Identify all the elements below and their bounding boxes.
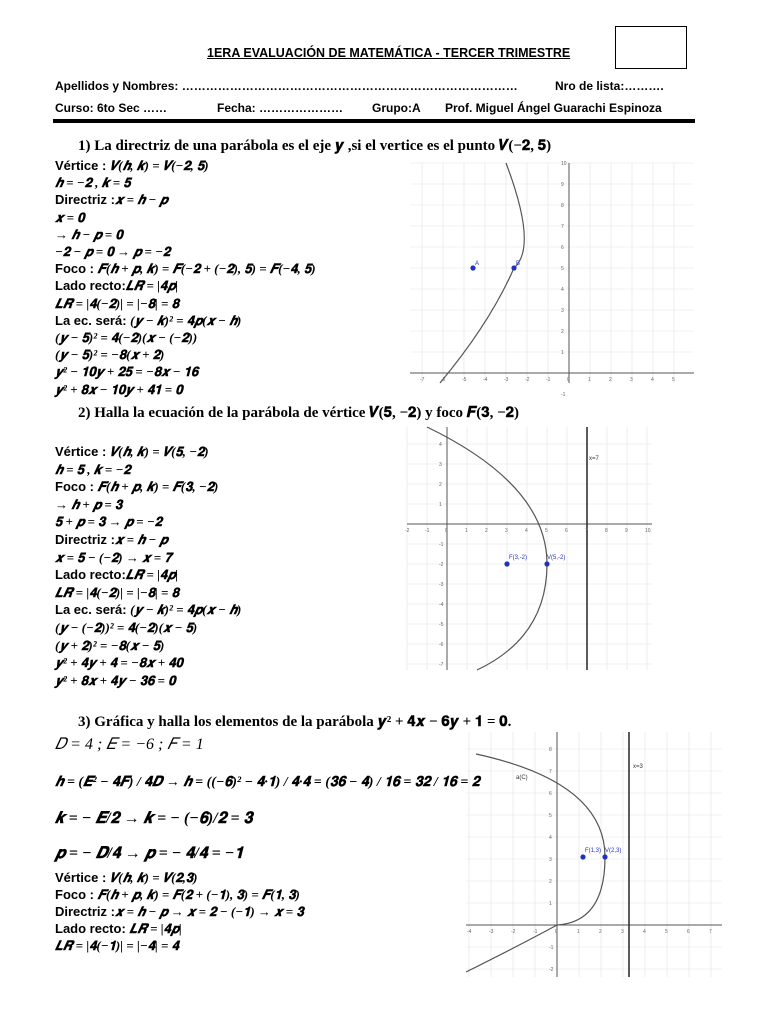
p2-line-math: 𝒉 = 𝟓 , 𝒌 = −𝟐 (55, 461, 131, 477)
p1-line-label: La ec. será: (55, 312, 131, 328)
x-tick-label: -6 (441, 377, 446, 383)
p1-line-math: 𝑽(𝒉, 𝒌) = 𝑽(−𝟐, 𝟓) (109, 158, 209, 173)
problem2-statement: 2) Halla la ecuación de la parábola de vértice 𝑽(𝟓, −𝟐) y foco 𝑭(𝟑, −𝟐) (78, 405, 519, 421)
y-tick-label: 9 (561, 182, 564, 188)
x-tick-label: -3 (504, 377, 509, 383)
p2-line (55, 550, 172, 566)
x-tick-label: 2 (609, 377, 612, 383)
problem3-graph (466, 732, 722, 977)
y-tick-label: 4 (549, 835, 552, 841)
g1-parabola (440, 163, 524, 383)
y-tick-label: 7 (549, 769, 552, 775)
p1-line-label: Foco : (55, 261, 98, 277)
p2-line (55, 620, 197, 636)
x-tick-label: 0 (445, 528, 448, 534)
p1-line-math: 𝒙 = 𝒉 − 𝒑 (114, 192, 168, 208)
x-tick-label: 7 (709, 929, 712, 935)
y-tick-label: -2 (549, 967, 554, 973)
g3-vertex-label: V(2,3) (605, 848, 622, 854)
p2-line-math: 𝒙 = 𝟓 − (−𝟐) → 𝒙 = 𝟕 (55, 549, 172, 565)
p1-line-math: −𝟐 − 𝒑 = 𝟎 → 𝒑 = −𝟐 (55, 244, 171, 259)
p1-line-label: Directriz : (55, 192, 115, 208)
p2-line (55, 514, 162, 530)
p2-line-math: 𝑳𝑹 = |𝟒𝒑| (125, 567, 179, 583)
p3-line-label: Vértice : (55, 870, 110, 885)
y-tick-label: -3 (439, 582, 444, 588)
p1-line-math: 𝑳𝑹 = |𝟒𝒑| (125, 278, 179, 294)
p3-line-math: 𝑳𝑹 = |𝟒𝒑| (129, 921, 182, 936)
p2-line-math: 𝒚² + 𝟒𝒚 + 𝟒 = −𝟖𝒙 + 𝟒𝟎 (55, 655, 183, 671)
y-tick-label: 7 (561, 224, 564, 230)
x-tick-label: 1 (588, 377, 591, 383)
p1-line (55, 382, 183, 398)
x-tick-label: 9 (625, 528, 628, 534)
y-tick-label: -7 (439, 662, 444, 668)
x-tick-label: 5 (545, 528, 548, 534)
p2-line (55, 585, 179, 601)
p2-line-math: 𝒚² + 𝟖𝒙 + 𝟒𝒚 − 𝟑𝟔 = 𝟎 (55, 672, 176, 688)
x-tick-label: 10 (645, 528, 651, 534)
x-tick-label: -3 (489, 929, 494, 935)
g2-vertex-label: V(5,-2) (547, 555, 566, 561)
y-tick-label: 6 (561, 245, 564, 251)
p2-line (55, 462, 131, 478)
p3-line (55, 938, 179, 954)
names-field: Apellidos y Nombres: ………………………………………………………………………… (55, 79, 518, 93)
p2-line-math: 𝑭(𝒉 + 𝒑, 𝒌) = 𝑭(𝟑, −𝟐) (97, 479, 219, 495)
y-tick-label: -1 (561, 392, 566, 398)
x-tick-label: 2 (599, 929, 602, 935)
p2-line-label: La ec. será: (55, 602, 131, 618)
g3-curve-label: a(C) (516, 775, 528, 781)
date-field: Fecha: ………………… (217, 101, 344, 115)
problem3-k-formula: 𝒌 = − 𝑬/𝟐 → 𝒌 = − (−𝟔)/𝟐 = 𝟑 (55, 810, 253, 827)
page-title: 1ERA EVALUACIÓN DE MATEMÁTICA - TERCER TRIMESTRE (207, 46, 571, 60)
x-tick-label: 7 (585, 528, 588, 534)
problem3-coefficients: 𝐷 = 4 ; 𝐸 = −6 ; 𝐹 = 1 (55, 736, 204, 753)
p3-line-label: Lado recto: (55, 921, 130, 936)
p1-line-math: 𝒉 = −𝟐 , 𝒌 = 𝟓 (55, 175, 131, 191)
p1-line (55, 158, 209, 174)
p1-line (55, 192, 168, 208)
g3-focus-point (580, 854, 585, 859)
g1-label-b: B (516, 261, 521, 267)
problem3-h-formula: 𝒉 = (𝑬² − 𝟒𝑭) / 𝟒𝑫 → 𝒉 = ((−𝟔)² − 𝟒·𝟏) / 𝟒·𝟒 = (𝟑𝟔 − 𝟒) / 𝟏𝟔 = 𝟑𝟐 / 𝟏𝟔 = 𝟐 (55, 775, 480, 790)
y-tick-label: 1 (439, 502, 442, 508)
y-tick-label: 3 (439, 462, 442, 468)
p2-line-math: 𝒙 = 𝒉 − 𝒑 (114, 532, 168, 547)
g2-focus-label: F(3,-2) (509, 555, 527, 561)
p1-line (55, 210, 85, 226)
p3-line-math: 𝑭(𝒉 + 𝒑, 𝒌) = 𝑭(𝟐 + (−𝟏), 𝟑) = 𝑭(𝟏, 𝟑) (97, 887, 300, 902)
problem1-statement: 1) La directriz de una parábola es el eje 𝒚 ,si el vertice es el punto 𝑽(−𝟐, 𝟓) (78, 138, 552, 154)
p2-line (55, 532, 168, 548)
p1-line (55, 296, 179, 312)
p2-line-label: Directriz : (55, 532, 115, 547)
y-tick-label: 1 (549, 901, 552, 907)
y-tick-label: 3 (549, 857, 552, 863)
p2-line-math: 𝑽(𝒉, 𝒌) = 𝑽(𝟓, −𝟐) (109, 444, 209, 459)
p2-line (55, 497, 122, 513)
p1-line (55, 364, 198, 380)
p2-line-math: 𝑳𝑹 = |𝟒(−𝟐)| = |−𝟖| = 𝟖 (55, 584, 179, 600)
x-tick-label: -2 (511, 929, 516, 935)
course-field: Curso: 6to Sec …… (55, 101, 168, 115)
p1-line (55, 313, 241, 329)
score-box (615, 26, 687, 69)
p2-line-math: (𝒚 − 𝒌)² = 𝟒𝒑(𝒙 − 𝒉) (130, 602, 242, 618)
x-tick-label: 0 (567, 377, 570, 383)
y-tick-label: -2 (439, 562, 444, 568)
g1-label-a: A (475, 261, 480, 267)
p2-line (55, 444, 209, 460)
p2-line (55, 602, 241, 618)
x-tick-label: -1 (533, 929, 538, 935)
p1-line (55, 261, 316, 277)
p2-line (55, 479, 218, 495)
p3-line (55, 870, 197, 886)
y-tick-label: 4 (561, 287, 564, 293)
p2-line-math: (𝒚 − (−𝟐))² = 𝟒(−𝟐)(𝒙 − 𝟓) (55, 620, 198, 635)
p3-line-label: Directriz : (55, 904, 115, 919)
x-tick-label: 4 (643, 929, 646, 935)
g3-parabola (466, 754, 605, 972)
g3-directrix-label: x=3 (633, 764, 643, 770)
x-tick-label: 4 (651, 377, 654, 383)
x-tick-label: -1 (425, 528, 430, 534)
p1-line-label: Lado recto: (55, 278, 126, 294)
x-tick-label: 6 (687, 929, 690, 935)
y-tick-label: 6 (549, 791, 552, 797)
p2-line-label: Vértice : (55, 444, 110, 459)
problem3-p-formula: 𝒑 = − 𝑫/𝟒 → 𝒑 = − 𝟒/𝟒 = −𝟏 (55, 845, 244, 862)
x-tick-label: 5 (672, 377, 675, 383)
y-tick-label: 4 (439, 442, 442, 448)
p1-line-math: (𝒚 − 𝒌)² = 𝟒𝒑(𝒙 − 𝒉) (130, 312, 242, 328)
y-tick-label: 5 (549, 813, 552, 819)
g2-focus-point (504, 561, 509, 566)
x-tick-label: 4 (525, 528, 528, 534)
x-tick-label: 1 (577, 929, 580, 935)
p1-line (55, 244, 170, 260)
x-tick-label: 0 (555, 929, 558, 935)
problem3-statement: 3) Gráfica y halla los elementos de la parábola 𝒚² + 𝟒𝒙 − 𝟔𝒚 + 𝟏 = 𝟎. (78, 714, 512, 730)
x-tick-label: 2 (485, 528, 488, 534)
p2-line-math: 𝟓 + 𝒑 = 𝟑 → 𝒑 = −𝟐 (55, 514, 162, 530)
group-field: Grupo:A (372, 101, 421, 115)
p2-line-math: (𝒚 + 𝟐)² = −𝟖(𝒙 − 𝟓) (55, 637, 165, 653)
p1-line (55, 175, 131, 191)
x-tick-label: 3 (505, 528, 508, 534)
p1-line-math: 𝒚² + 𝟖𝒙 − 𝟏𝟎𝒚 + 𝟒𝟏 = 𝟎 (55, 381, 183, 397)
p3-line-math: 𝑽(𝒉, 𝒌) = 𝑽(𝟐,𝟑) (109, 870, 198, 885)
p1-line (55, 330, 197, 346)
p1-line-math: 𝑭(𝒉 + 𝒑, 𝒌) = 𝑭(−𝟐 + (−𝟐), 𝟓) = 𝑭(−𝟒, 𝟓) (97, 261, 316, 277)
problem2-graph (407, 427, 652, 670)
x-tick-label: -4 (467, 929, 472, 935)
p1-line-label: Vértice : (55, 158, 110, 173)
p1-line-math: 𝒙 = 𝟎 (55, 209, 85, 225)
p1-line-math: 𝒚² − 𝟏𝟎𝒚 + 𝟐𝟓 = −𝟖𝒙 − 𝟏𝟔 (55, 364, 199, 380)
p3-line-label: Foco : (55, 887, 98, 902)
y-tick-label: -1 (439, 542, 444, 548)
p2-line (55, 567, 178, 583)
p1-line (55, 347, 164, 363)
y-tick-label: 1 (561, 350, 564, 356)
p3-line (55, 887, 300, 903)
y-tick-label: -6 (439, 642, 444, 648)
y-tick-label: -1 (549, 945, 554, 951)
p1-line-math: (𝒚 − 𝟓)² = 𝟒(−𝟐)(𝒙 − (−𝟐)) (55, 330, 198, 345)
p3-line (55, 904, 304, 920)
g3-focus-label: F(1,3) (585, 848, 602, 854)
y-tick-label: 2 (549, 879, 552, 885)
y-tick-label: 5 (561, 266, 564, 272)
x-tick-label: 5 (665, 929, 668, 935)
x-tick-label: -2 (405, 528, 410, 534)
x-tick-label: 1 (465, 528, 468, 534)
y-tick-label: 2 (439, 482, 442, 488)
g2-directrix-label: x=7 (589, 456, 599, 462)
y-tick-label: 8 (549, 747, 552, 753)
p2-line (55, 638, 164, 654)
teacher-name: Prof. Miguel Ángel Guarachi Espinoza (445, 101, 662, 115)
g3-vertex-point (602, 854, 607, 859)
x-tick-label: -7 (420, 377, 425, 383)
y-tick-label: -4 (439, 602, 444, 608)
x-tick-label: -5 (462, 377, 467, 383)
y-tick-label: 8 (561, 203, 564, 209)
p2-line-label: Lado recto: (55, 567, 126, 583)
x-tick-label: 3 (630, 377, 633, 383)
p3-line-math: 𝒙 = 𝒉 − 𝒑 → 𝒙 = 𝟐 − (−𝟏) → 𝒙 = 𝟑 (114, 904, 304, 919)
p3-line-math: 𝑳𝑹 = |𝟒(−𝟏)| = |−𝟒| = 𝟒 (55, 938, 179, 953)
x-tick-label: 3 (621, 929, 624, 935)
p1-line-math: 𝑳𝑹 = |𝟒(−𝟐)| = |−𝟖| = 𝟖 (55, 295, 179, 311)
problem1-graph (410, 161, 694, 398)
y-tick-label: 2 (561, 329, 564, 335)
p1-line-math: (𝒚 − 𝟓)² = −𝟖(𝒙 + 𝟐) (55, 347, 165, 363)
y-tick-label: 3 (561, 308, 564, 314)
p1-line-math: → 𝒉 − 𝒑 = 𝟎 (55, 226, 123, 242)
x-tick-label: 6 (565, 528, 568, 534)
list-number-field: Nro de lista:………. (555, 79, 664, 93)
header-divider (53, 119, 695, 123)
p1-line (55, 278, 178, 294)
p3-line (55, 921, 182, 937)
y-tick-label: 10 (561, 161, 567, 167)
x-tick-label: -1 (546, 377, 551, 383)
y-tick-label: -5 (439, 622, 444, 628)
g2-vertex-point (544, 561, 549, 566)
p2-line (55, 655, 183, 671)
x-tick-label: -2 (525, 377, 530, 383)
p1-line (55, 227, 123, 243)
p2-line-math: → 𝒉 + 𝒑 = 𝟑 (55, 496, 123, 512)
x-tick-label: -4 (483, 377, 488, 383)
p2-line-label: Foco : (55, 479, 98, 495)
p2-line (55, 673, 175, 689)
x-tick-label: 8 (605, 528, 608, 534)
